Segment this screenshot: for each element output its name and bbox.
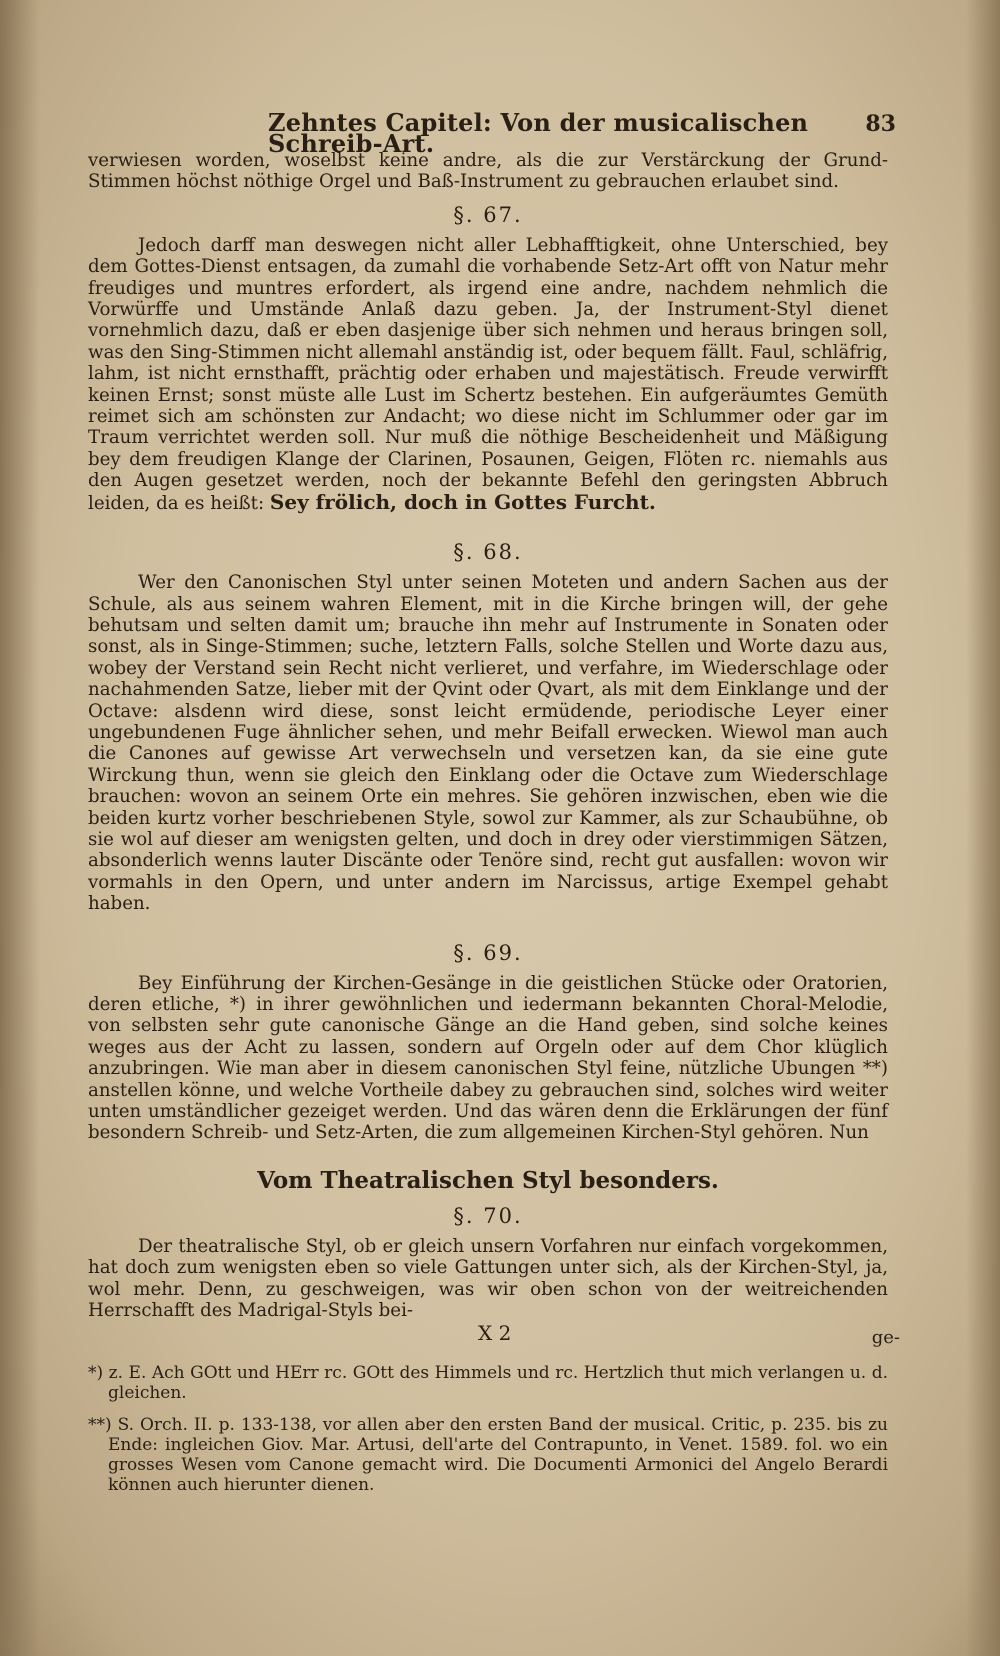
theatre-heading: Vom Theatralischen Styl besonders. — [257, 1166, 719, 1194]
footnotes — [88, 1363, 888, 1495]
signature-mark: X 2 — [478, 1321, 512, 1346]
page-number: 83 — [865, 111, 896, 137]
page-content — [88, 108, 900, 1507]
section-67-paragraph — [88, 235, 888, 514]
intro-paragraph: verwiesen worden, woselbst keine andre, als die zur Verstärckung der Grund-Stimmen höchst nöthige Orgel und Baß-Instrument zu gebrauchen erlaubet sind. — [88, 150, 888, 193]
section-70-paragraph: Der theatralische Styl, ob er gleich unsern Vorfahren nur einfach vorgekommen, hat doch zum wenigsten eben so viele Gattungen unter sich, als der Kirchen-Styl, ja, wol mehr. Denn, zu geschweigen, was wir oben schon von der weitreichenden Herrschafft des Madrigal-Styls bei- — [88, 1235, 888, 1322]
section-mark-69: §. 69. — [453, 940, 523, 965]
running-title: Zehntes Capitel: Von der musicalischen Schreib-Art. — [268, 108, 809, 159]
section-mark-68: §. 68. — [453, 540, 523, 565]
footnote-2: **) S. Orch. II. p. 133-138, vor allen aber den ersten Band der musical. Critic, p. 235. bis zu Ende: ingleichen Giov. Mar. Artusi, dell'arte del Contrapunto, in Venet. 1589. fol. wo ein grosses Wesen vom Canone gemacht wird. Die Documenti Armonici del Angelo Berardi können auch hierunter dienen. — [88, 1415, 888, 1496]
catchword: ge- — [871, 1327, 900, 1349]
footnote-1: *) z. E. Ach GOtt und HErr rc. GOtt des Himmels und rc. Hertzlich thut mich verlangen u. d. gleichen. — [88, 1363, 888, 1404]
section-69-paragraph: Bey Einführung der Kirchen-Gesänge in die geistlichen Stücke oder Oratorien, deren etliche, *) in ihrer gewöhnlichen und iedermann bekannten Choral-Melodie, von selbsten sehr gute canonische Gänge an die Hand geben, sind solche keines weges aus der Acht zu lassen, sondern auf Orgeln oder auf dem Chor klüglich anzubringen. Wie man aber in diesem canonischen Styl feine, nützliche Ubungen **) anstellen könne, und welche Vortheile dabey zu gebrauchen sind, solches wird weiter unten umständlicher gezeiget werden. Und das wären denn die Erklärungen der fünf besondern Schreib- und Setz-Arten, die zum allgemeinen Kirchen-Styl gehören. Nun — [88, 972, 888, 1144]
section-mark-70: §. 70. — [453, 1203, 523, 1228]
signature-row — [88, 1321, 900, 1349]
section-67-quote: Sey frölich, doch in Gottes Furcht. — [269, 489, 656, 514]
page-shadow-left — [0, 0, 40, 1656]
section-mark-67: §. 67. — [453, 202, 523, 227]
page-header — [88, 108, 896, 159]
section-67-text: Jedoch darff man deswegen nicht aller Lebhafftigkeit, ohne Unterschied, bey dem Gottes-Dienst entsagen, da zumahl die vorhabende Setz-Art offt von Natur mehr freudiges und muntres erfordert, als irgend eine andre, nachdem nehmlich die Vorwürffe und Umstände Anlaß dazu geben. Ja, der Instrument-Styl dienet vornehmlich dazu, daß er eben dasjenige über sich nehmen und heraus bringen soll, was den Sing-Stimmen nicht allemahl anständig ist, oder bequem fällt. Faul, schläfrig, lahm, ist nicht ernsthafft, prächtig oder erhaben und majestätisch. Freude verwirfft keinen Ernst; sonst müste alle Lust im Schertz bestehen. Ein aufgeräumtes Gemüth reimet sich am schönsten zur Andacht; wo diese nicht im Schlummer oder gar im Traum verrichtet werden soll. Nur muß die nöthige Bescheidenheit und Mäßigung bey dem freudigen Klange der Clarinen, Posaunen, Geigen, Flöten rc. niemahls aus den Augen gesetzet werden, noch der bekannte Befehl den geringsten Abbruch leiden, da es heißt: — [88, 234, 888, 514]
section-68-paragraph: Wer den Canonischen Styl unter seinen Moteten und andern Sachen aus der Schule, als aus seinem wahren Element, mit in die Kirche bringen will, der gehe behutsam und selten damit um; brauche ihn mehr auf Instrumente in Sonaten oder sonst, als in Singe-Stimmen; suche, letztern Falls, solche Stellen und Worte dazu aus, wobey der Verstand sein Recht nicht verlieret, und verfahre, im Wiederschlage oder nachahmenden Satze, lieber mit der Qvint oder Qvart, als mit dem Einklange und der Octave: alsdenn wird diese, sonst leicht ermüdende, periodische Leyer einer ungebundenen Fuge ähnlicher sehen, und mehr Beifall erwecken. Wiewol man auch die Canones auf gewisse Art verwechseln und versetzen kan, da sie eine gute Wirckung thun, wenn sie gleich den Einklang oder die Octave zum Wiederschlage brauchen: wovon an seinem Orte ein mehres. Sie gehören inzwischen, eben wie die beiden kurtz vorher beschriebenen Style, sowol zur Kammer, als zur Schaubühne, ob sie wol auf dieser am wenigsten gelten, und doch in drey oder vierstimmigen Sätzen, absonderlich wenns lauter Discänte oder Tenöre sind, recht gut ausfallen: wovon wir vormahls in den Opern, und unter andern im Narcissus, artige Exempel gehabt haben. — [88, 572, 888, 915]
page-shadow-right — [966, 0, 1000, 1656]
